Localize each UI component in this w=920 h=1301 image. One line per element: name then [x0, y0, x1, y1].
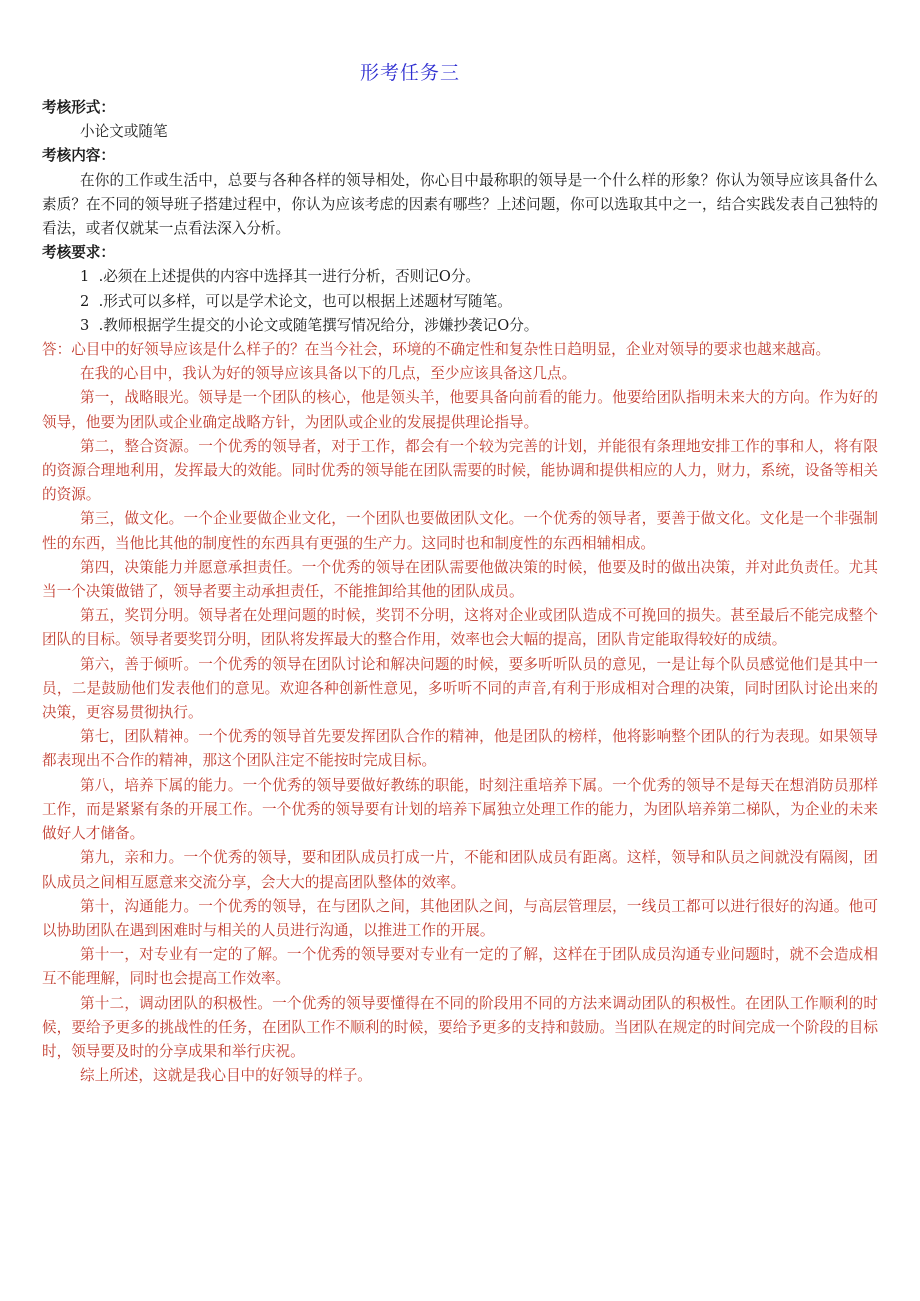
answer-paragraph: 第三，做文化。一个企业要做企业文化，一个团队也要做团队文化。一个优秀的领导者，要善于做文化。文化是一个非强制性的东西，当他比其他的制度性的东西具有更强的生产力。这同时也和制度性的东西相辅相成。	[42, 510, 878, 552]
requirements-heading: 考核要求：	[42, 244, 115, 262]
content-heading: 考核内容：	[42, 147, 115, 165]
document-body	[42, 96, 878, 1088]
answer-conclusion: 综上所述，这就是我心目中的好领导的样子。	[80, 1067, 372, 1085]
answer-paragraph: 第十，沟通能力。一个优秀的领导，在与团队之间，其他团队之间，与高层管理层，一线员工都可以进行很好的沟通。他可以协助团队在遇到困难时与相关的人员进行沟通，以推进工作的开展。	[42, 897, 878, 939]
answer-paragraph: 第五，奖罚分明。领导者在处理问题的时候，奖罚不分明，这将对企业或团队造成不可挽回的损失。甚至最后不能完成整个团队的目标。领导者要奖罚分明，团队将发挥最大的整合作用，效率也会大幅的提高，团队肯定能取得较好的成绩。	[42, 607, 878, 649]
answer-paragraph: 在我的心目中，我认为好的领导应该具备以下的几点，至少应该具备这几点。	[80, 365, 577, 383]
answer-paragraph: 第二，整合资源。一个优秀的领导者，对于工作，都会有一个较为完善的计划，并能很有条理地安排工作的事和人，将有限的资源合理地利用，发挥最大的效能。同时优秀的领导能在团队需要的时候，能协调和提供相应的人力，财力，系统，设备等相关的资源。	[42, 437, 878, 504]
form-heading: 考核形式：	[42, 99, 115, 116]
requirement-item: 3 .教师根据学生提交的小论文或随笔撰写情况给分，涉嫌抄袭记O分。	[80, 316, 539, 334]
form-value: 小论文或随笔	[80, 123, 168, 141]
answer-paragraph: 第四，决策能力并愿意承担责任。一个优秀的领导在团队需要他做决策的时候，他要及时的做出决策，并对此负责任。尤其当一个决策做错了，领导者要主动承担责任，不能推卸给其他的团队成员。	[42, 558, 878, 601]
requirement-item: 1 .必须在上述提供的内容中选择其一进行分析，否则记O分。	[80, 268, 481, 286]
answer-paragraph: 第八，培养下属的能力。一个优秀的领导要做好教练的职能，时刻注重培养下属。一个优秀的领导不是每天在想消防员那样工作，而是紧紧有条的开展工作。一个优秀的领导要有计划的培养下属独立处理工作的能力，为团队培养第二梯队，为企业的未来做好人才储备。	[42, 776, 878, 843]
answer-paragraph: 第六，善于倾听。一个优秀的领导在团队讨论和解决问题的时候，要多听听队员的意见，一是让每个队员感觉他们是其中一员，二是鼓励他们发表他们的意见。欢迎各种创新性意见，多听听不同的声音,有利于形成相对合理的决策，同时团队讨论出来的决策，更容易贯彻执行。	[42, 655, 878, 722]
document-title: 形考任务三	[359, 62, 460, 84]
requirement-item: 2 .形式可以多样，可以是学术论文，也可以根据上述题材写随笔。	[80, 292, 512, 310]
content-text: 在你的工作或生活中，总要与各种各样的领导相处，你心目中最称职的领导是一个什么样的形象？你认为领导应该具备什么素质？在不同的领导班子搭建过程中，你认为应该考虑的因素有哪些？上述问题，你可以选取其中之一，结合实践发表自己独特的看法，或者仅就某一点看法深入分析。	[42, 171, 878, 238]
answer-paragraph: 第十一，对专业有一定的了解。一个优秀的领导要对专业有一定的了解，这样在于团队成员沟通专业问题时，就不会造成相互不能理解，同时也会提高工作效率。	[42, 946, 878, 988]
answer-paragraph: 第十二，调动团队的积极性。一个优秀的领导要懂得在不同的阶段用不同的方法来调动团队的积极性。在团队工作顺利的时候，要给予更多的挑战性的任务，在团队工作不顺利的时候，要给予更多的支持和鼓励。当团队在规定的时间完成一个阶段的目标时，领导要及时的分享成果和举行庆祝。	[42, 994, 878, 1060]
answer-paragraph: 第一，战略眼光。领导是一个团队的核心，他是领头羊，他要具备向前看的能力。他要给团队指明未来大的方向。作为好的领导，他要为团队或企业确定战略方针，为团队或企业的发展提供理论指导。	[42, 389, 878, 431]
answer-paragraph: 第九，亲和力。一个优秀的领导，要和团队成员打成一片，不能和团队成员有距离。这样，领导和队员之间就没有隔阂，团队成员之间相互愿意来交流分享，会大大的提高团队整体的效率。	[42, 849, 878, 891]
answer-paragraph: 第七，团队精神。一个优秀的领导首先要发挥团队合作的精神，他是团队的榜样，他将影响整个团队的行为表现。如果领导都表现出不合作的精神，那这个团队注定不能按时完成目标。	[42, 728, 878, 770]
answer-intro: 答：心目中的好领导应该是什么样子的？在当今社会，环境的不确定性和复杂性日趋明显，企业对领导的要求也越来越高。	[42, 341, 831, 359]
